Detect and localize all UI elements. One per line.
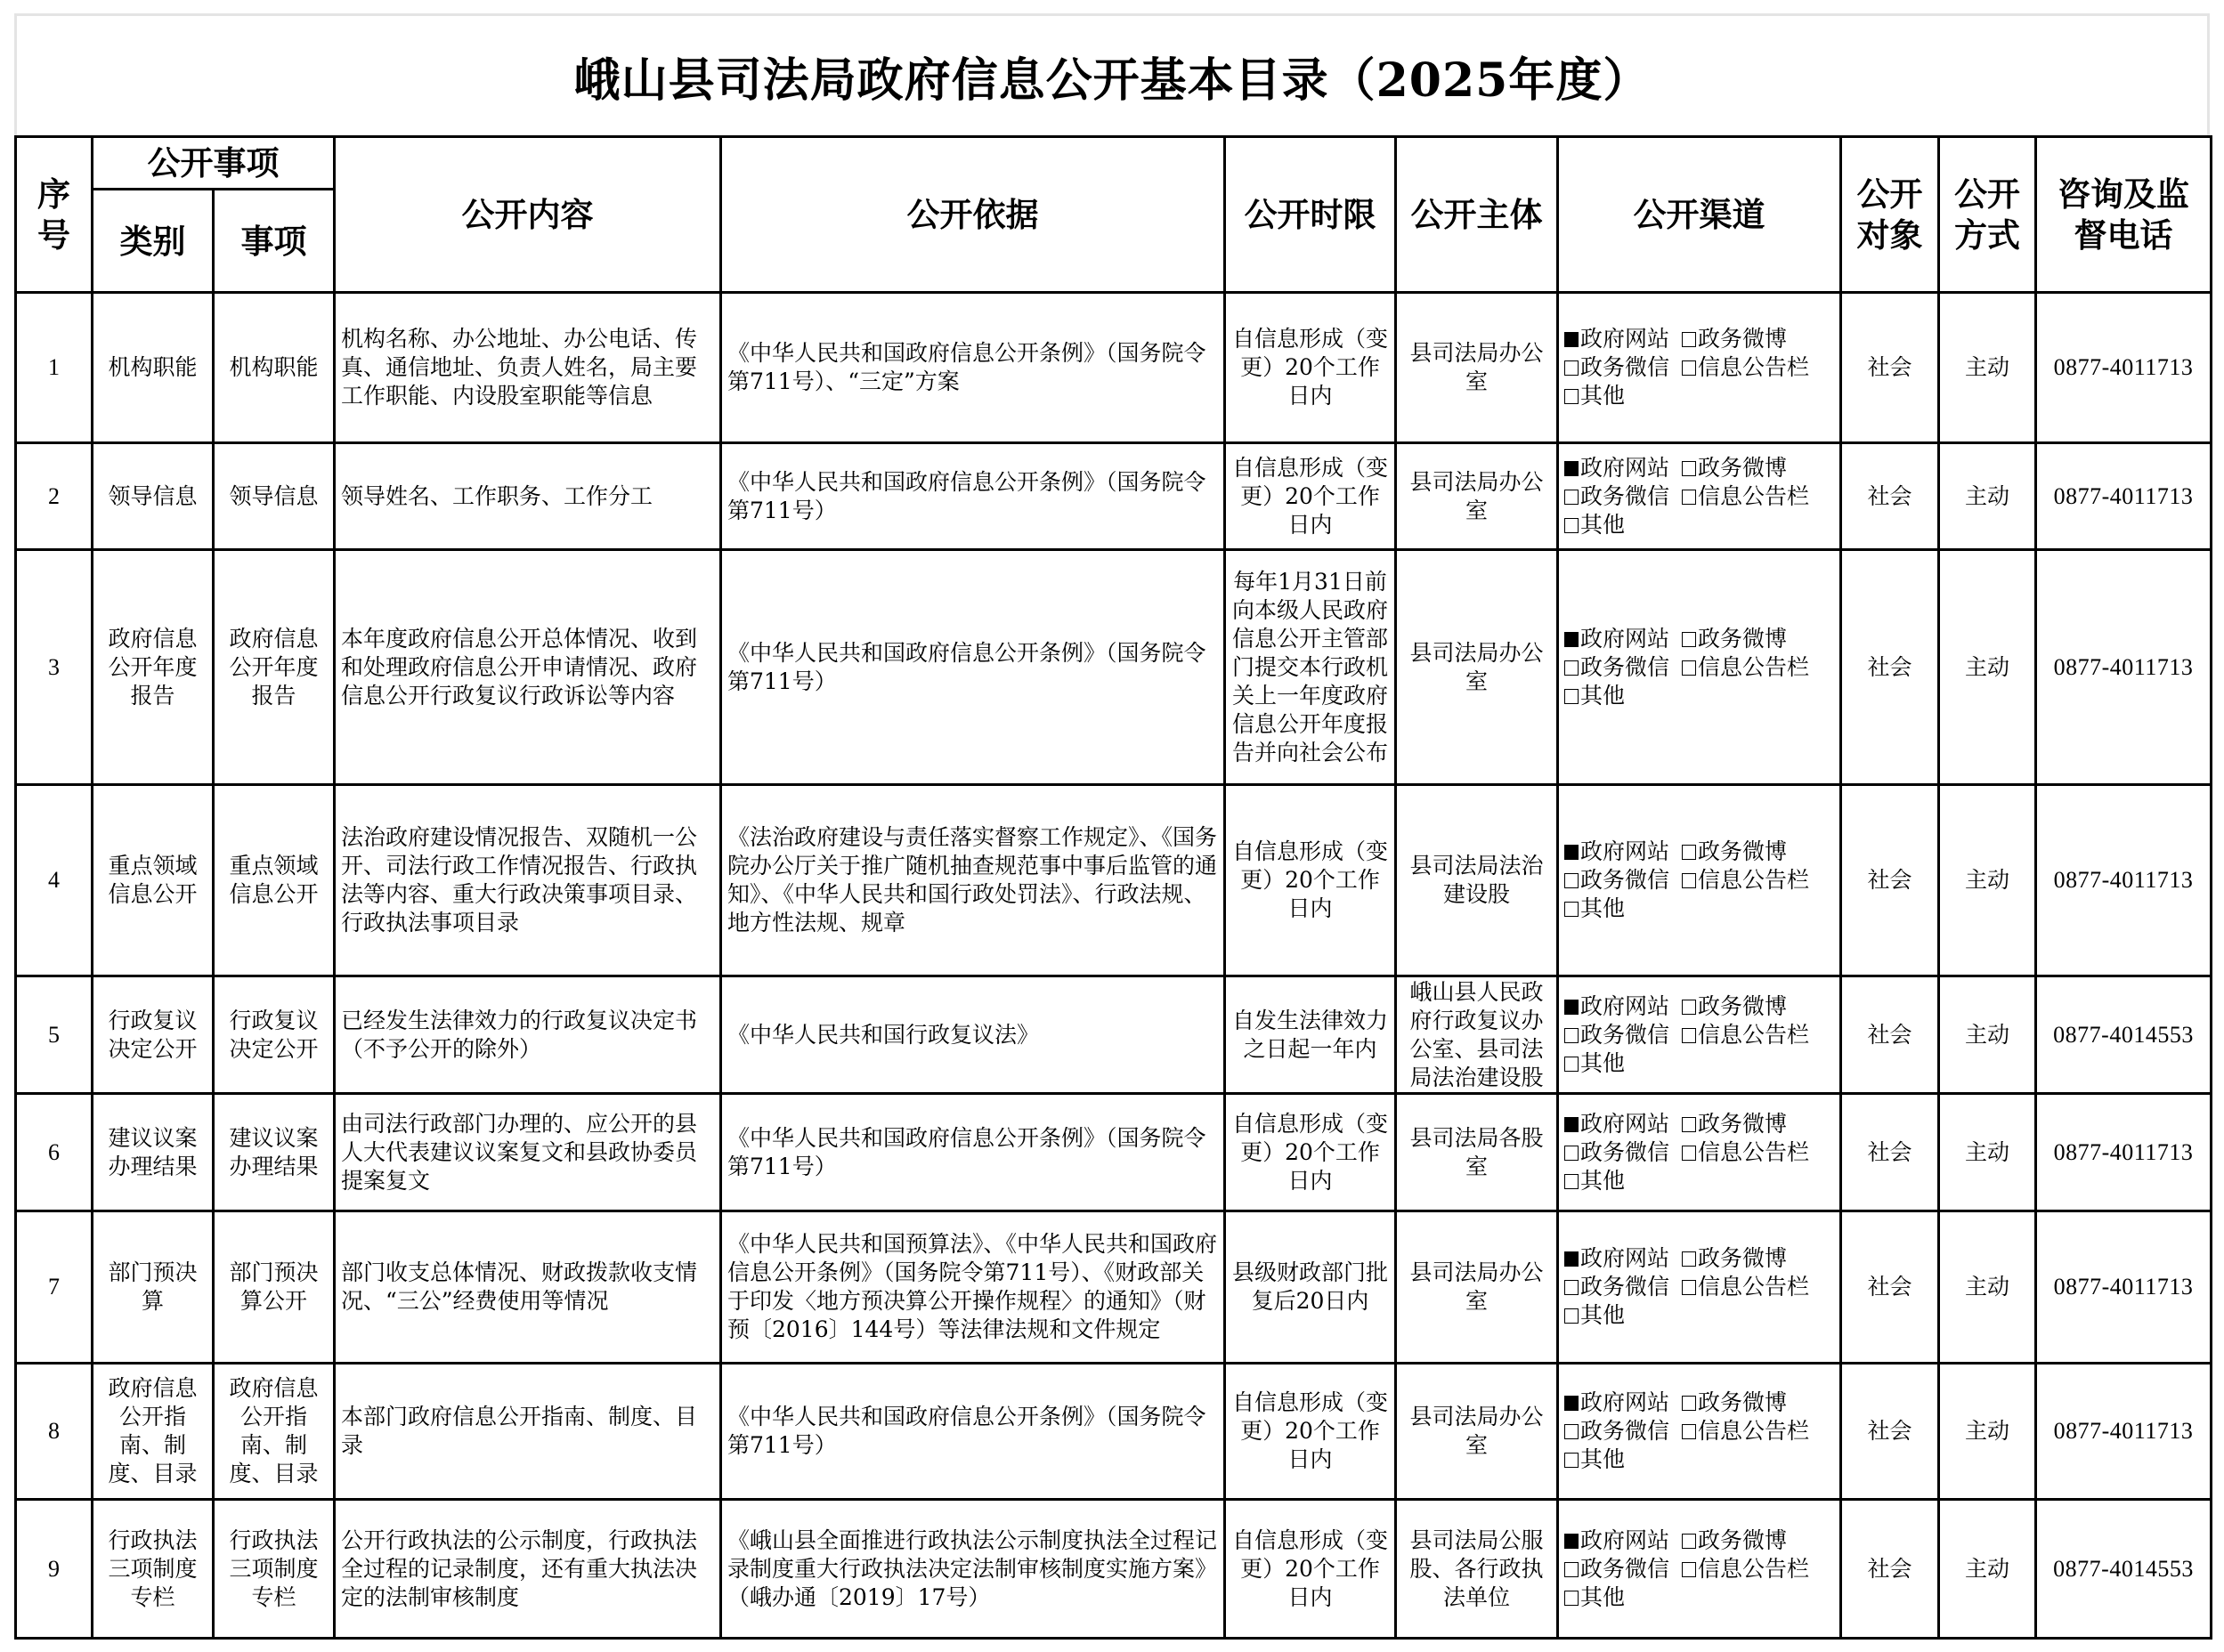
cell-basis: 《中华人民共和国政府信息公开条例》（国务院令第711号）、“三定”方案 [721, 293, 1225, 443]
checked-box-icon [1564, 1534, 1579, 1549]
cell-category: 机构职能 [93, 293, 214, 443]
channel-option-label: 政务微信 [1580, 482, 1670, 509]
channel-option-label: 政务微信 [1580, 354, 1670, 380]
cell-seq: 3 [16, 550, 93, 785]
channel-line [1564, 1049, 1834, 1078]
channel-option-label: 其他 [1580, 1446, 1626, 1472]
cell-item: 重点领域信息公开 [214, 785, 335, 976]
unchecked-box-icon [1564, 490, 1579, 505]
catalog-table [14, 135, 2212, 1640]
cell-audience: 社会 [1841, 1364, 1939, 1500]
table-row [16, 1211, 2212, 1364]
unchecked-box-icon [1564, 518, 1579, 533]
channel-option-label: 政府网站 [1580, 454, 1670, 481]
cell-phone: 0877-4014553 [2036, 976, 2212, 1094]
unchecked-box-icon [1682, 490, 1696, 505]
cell-item: 政府信息公开年度报告 [214, 550, 335, 785]
unchecked-box-icon [1682, 1000, 1696, 1015]
unchecked-box-icon [1564, 1146, 1579, 1161]
unchecked-box-icon [1682, 845, 1696, 860]
cell-phone: 0877-4011713 [2036, 550, 2212, 785]
cell-category: 建议议案办理结果 [93, 1094, 214, 1211]
cell-channel [1558, 1094, 1841, 1211]
cell-channel [1558, 293, 1841, 443]
channel-line [1564, 992, 1834, 1021]
header-item: 事项 [214, 190, 335, 293]
checked-box-icon [1564, 1396, 1579, 1411]
unchecked-box-icon [1564, 1028, 1579, 1043]
channel-option-label: 其他 [1580, 1167, 1626, 1194]
channel-option-label: 政府网站 [1580, 326, 1670, 352]
header-content: 公开内容 [335, 137, 721, 293]
header-phone: 咨询及监督电话 [2036, 137, 2212, 293]
channel-line [1564, 382, 1834, 410]
cell-seq: 7 [16, 1211, 93, 1364]
cell-channel [1558, 1364, 1841, 1500]
channel-option-label: 信息公告栏 [1698, 1418, 1810, 1444]
channel-option-label: 其他 [1580, 1583, 1626, 1610]
header-category: 类别 [93, 190, 214, 293]
channel-option-label: 政府网站 [1580, 625, 1670, 652]
channel-line [1564, 325, 1834, 353]
channel-option-label: 政务微博 [1698, 992, 1788, 1019]
cell-category: 部门预决算 [93, 1211, 214, 1364]
channel-option-label: 政务微信 [1580, 653, 1670, 680]
cell-time-limit: 自信息形成（变更）20个工作日内 [1225, 1094, 1396, 1211]
channel-option-label: 政务微博 [1698, 1245, 1788, 1271]
cell-category: 领导信息 [93, 443, 214, 550]
unchecked-box-icon [1682, 1534, 1696, 1549]
cell-content: 法治政府建设情况报告、双随机一公开、司法行政工作情况报告、行政执法等内容、重大行政决策事项目录、行政执法事项目录 [335, 785, 721, 976]
channel-option-label: 信息公告栏 [1698, 482, 1810, 509]
cell-method: 主动 [1939, 443, 2036, 550]
channel-option-label: 信息公告栏 [1698, 1021, 1810, 1048]
cell-phone: 0877-4011713 [2036, 785, 2212, 976]
header-subject: 公开主体 [1396, 137, 1558, 293]
unchecked-box-icon [1564, 660, 1579, 676]
channel-line [1564, 353, 1834, 382]
page-title: 峨山县司法局政府信息公开基本目录（2025年度） [573, 53, 1651, 108]
header-channel: 公开渠道 [1558, 137, 1841, 293]
cell-channel [1558, 550, 1841, 785]
header-matter-group: 公开事项 [93, 137, 335, 190]
channel-option-label: 信息公告栏 [1698, 1555, 1810, 1582]
channel-option-label: 政务微博 [1698, 625, 1788, 652]
cell-seq: 8 [16, 1364, 93, 1500]
unchecked-box-icon [1564, 873, 1579, 888]
channel-line [1564, 866, 1834, 895]
cell-basis: 《中华人民共和国政府信息公开条例》（国务院令第711号） [721, 443, 1225, 550]
channel-line [1564, 838, 1834, 866]
cell-phone: 0877-4011713 [2036, 443, 2212, 550]
checked-box-icon [1564, 1117, 1579, 1132]
cell-seq: 4 [16, 785, 93, 976]
channel-line [1564, 1273, 1834, 1301]
cell-subject: 县司法局公服股、各行政执法单位 [1396, 1500, 1558, 1639]
table-row [16, 785, 2212, 976]
table-row [16, 1094, 2212, 1211]
title-box [14, 13, 2210, 135]
unchecked-box-icon [1564, 389, 1579, 404]
channel-line [1564, 1417, 1834, 1446]
channel-line [1564, 1389, 1834, 1417]
unchecked-box-icon [1564, 1057, 1579, 1072]
cell-subject: 县司法局办公室 [1396, 1211, 1558, 1364]
cell-time-limit: 自信息形成（变更）20个工作日内 [1225, 1500, 1396, 1639]
header-time-limit: 公开时限 [1225, 137, 1396, 293]
cell-basis: 《峨山县全面推进行政执法公示制度执法全过程记录制度重大行政执法决定法制审核制度实施方案》（峨办通〔2019〕17号） [721, 1500, 1225, 1639]
unchecked-box-icon [1564, 689, 1579, 704]
channel-option-label: 政务微博 [1698, 1389, 1788, 1415]
channel-line [1564, 653, 1834, 682]
cell-category: 行政执法三项制度专栏 [93, 1500, 214, 1639]
unchecked-box-icon [1682, 1280, 1696, 1295]
channel-line [1564, 1301, 1834, 1330]
channel-option-label: 政务微信 [1580, 1555, 1670, 1582]
unchecked-box-icon [1682, 1424, 1696, 1439]
channel-line [1564, 625, 1834, 653]
cell-phone: 0877-4011713 [2036, 1094, 2212, 1211]
cell-audience: 社会 [1841, 976, 1939, 1094]
channel-option-label: 信息公告栏 [1698, 867, 1810, 893]
cell-audience: 社会 [1841, 550, 1939, 785]
header-audience: 公开对象 [1841, 137, 1939, 293]
cell-time-limit: 自发生法律效力之日起一年内 [1225, 976, 1396, 1094]
unchecked-box-icon [1564, 1280, 1579, 1295]
channel-option-label: 其他 [1580, 511, 1626, 538]
cell-basis: 《中华人民共和国行政复议法》 [721, 976, 1225, 1094]
channel-line [1564, 682, 1834, 710]
channel-option-label: 信息公告栏 [1698, 1274, 1810, 1300]
channel-line [1564, 1244, 1834, 1273]
channel-line [1564, 1110, 1834, 1138]
cell-time-limit: 自信息形成（变更）20个工作日内 [1225, 293, 1396, 443]
channel-option-label: 政府网站 [1580, 1526, 1670, 1553]
cell-basis: 《中华人民共和国政府信息公开条例》（国务院令第711号） [721, 1364, 1225, 1500]
cell-channel [1558, 1211, 1841, 1364]
cell-item: 行政执法三项制度专栏 [214, 1500, 335, 1639]
table-row [16, 1364, 2212, 1500]
cell-method: 主动 [1939, 1094, 2036, 1211]
header-method: 公开方式 [1939, 137, 2036, 293]
cell-seq: 9 [16, 1500, 93, 1639]
cell-content: 已经发生法律效力的行政复议决定书（不予公开的除外） [335, 976, 721, 1094]
cell-seq: 5 [16, 976, 93, 1094]
header-seq: 序号 [16, 137, 93, 293]
checked-box-icon [1564, 332, 1579, 347]
cell-method: 主动 [1939, 1364, 2036, 1500]
channel-line [1564, 1138, 1834, 1167]
channel-option-label: 政务微博 [1698, 1526, 1788, 1553]
checked-box-icon [1564, 845, 1579, 860]
cell-phone: 0877-4011713 [2036, 1211, 2212, 1364]
cell-method: 主动 [1939, 293, 2036, 443]
cell-seq: 2 [16, 443, 93, 550]
cell-item: 部门预决算公开 [214, 1211, 335, 1364]
channel-option-label: 政务微博 [1698, 1110, 1788, 1137]
cell-time-limit: 自信息形成（变更）20个工作日内 [1225, 785, 1396, 976]
checked-box-icon [1564, 1000, 1579, 1015]
channel-option-label: 政府网站 [1580, 1389, 1670, 1415]
cell-content: 机构名称、办公地址、办公电话、传真、通信地址、负责人姓名，局主要工作职能、内设股室职能等信息 [335, 293, 721, 443]
cell-audience: 社会 [1841, 443, 1939, 550]
channel-line [1564, 1555, 1834, 1583]
channel-option-label: 政府网站 [1580, 992, 1670, 1019]
channel-line [1564, 454, 1834, 482]
cell-item: 机构职能 [214, 293, 335, 443]
unchecked-box-icon [1682, 1562, 1696, 1577]
cell-audience: 社会 [1841, 1211, 1939, 1364]
channel-line [1564, 1167, 1834, 1195]
cell-basis: 《中华人民共和国政府信息公开条例》（国务院令第711号） [721, 550, 1225, 785]
unchecked-box-icon [1564, 902, 1579, 917]
cell-category: 行政复议决定公开 [93, 976, 214, 1094]
channel-line [1564, 511, 1834, 539]
cell-item: 政府信息公开指南、制度、目录 [214, 1364, 335, 1500]
cell-basis: 《中华人民共和国预算法》、《中华人民共和国政府信息公开条例》（国务院令第711号）、《财政部关于印发〈地方预决算公开操作规程〉的通知》（财预〔2016〕144号）等法律法规和文件规定 [721, 1211, 1225, 1364]
cell-subject: 峨山县人民政府行政复议办公室、县司法局法治建设股 [1396, 976, 1558, 1094]
unchecked-box-icon [1564, 1453, 1579, 1468]
channel-option-label: 其他 [1580, 682, 1626, 709]
unchecked-box-icon [1564, 1308, 1579, 1324]
channel-line [1564, 895, 1834, 923]
channel-option-label: 其他 [1580, 383, 1626, 409]
channel-option-label: 政务微信 [1580, 867, 1670, 893]
cell-method: 主动 [1939, 785, 2036, 976]
checked-box-icon [1564, 461, 1579, 476]
cell-content: 由司法行政部门办理的、应公开的县人大代表建议议案复文和县政协委员提案复文 [335, 1094, 721, 1211]
unchecked-box-icon [1682, 1251, 1696, 1267]
cell-time-limit: 自信息形成（变更）20个工作日内 [1225, 1364, 1396, 1500]
cell-audience: 社会 [1841, 1094, 1939, 1211]
cell-content: 本年度政府信息公开总体情况、收到和处理政府信息公开申请情况、政府信息公开行政复议行政诉讼等内容 [335, 550, 721, 785]
unchecked-box-icon [1564, 1174, 1579, 1189]
channel-option-label: 其他 [1580, 1049, 1626, 1076]
channel-option-label: 其他 [1580, 1302, 1626, 1328]
unchecked-box-icon [1682, 1028, 1696, 1043]
table-row [16, 443, 2212, 550]
header-basis: 公开依据 [721, 137, 1225, 293]
unchecked-box-icon [1682, 461, 1696, 476]
table-row [16, 976, 2212, 1094]
cell-audience: 社会 [1841, 1500, 1939, 1639]
channel-option-label: 政府网站 [1580, 838, 1670, 864]
cell-basis: 《中华人民共和国政府信息公开条例》（国务院令第711号） [721, 1094, 1225, 1211]
cell-method: 主动 [1939, 1500, 2036, 1639]
header-row-top [16, 137, 2212, 190]
cell-channel [1558, 785, 1841, 976]
cell-subject: 县司法局办公室 [1396, 550, 1558, 785]
channel-line [1564, 482, 1834, 511]
cell-subject: 县司法局法治建设股 [1396, 785, 1558, 976]
cell-item: 建议议案办理结果 [214, 1094, 335, 1211]
cell-phone: 0877-4014553 [2036, 1500, 2212, 1639]
channel-option-label: 政务微博 [1698, 454, 1788, 481]
cell-item: 领导信息 [214, 443, 335, 550]
channel-line [1564, 1526, 1834, 1555]
channel-line [1564, 1446, 1834, 1474]
cell-audience: 社会 [1841, 293, 1939, 443]
unchecked-box-icon [1564, 1424, 1579, 1439]
unchecked-box-icon [1682, 1396, 1696, 1411]
channel-option-label: 政务微信 [1580, 1274, 1670, 1300]
table-row [16, 1500, 2212, 1639]
cell-subject: 县司法局各股室 [1396, 1094, 1558, 1211]
unchecked-box-icon [1682, 660, 1696, 676]
cell-channel [1558, 976, 1841, 1094]
cell-method: 主动 [1939, 1211, 2036, 1364]
cell-content: 领导姓名、工作职务、工作分工 [335, 443, 721, 550]
unchecked-box-icon [1564, 1591, 1579, 1606]
cell-subject: 县司法局办公室 [1396, 1364, 1558, 1500]
table-row [16, 550, 2212, 785]
cell-phone: 0877-4011713 [2036, 1364, 2212, 1500]
checked-box-icon [1564, 1251, 1579, 1267]
unchecked-box-icon [1682, 873, 1696, 888]
unchecked-box-icon [1682, 1146, 1696, 1161]
cell-audience: 社会 [1841, 785, 1939, 976]
channel-option-label: 信息公告栏 [1698, 354, 1810, 380]
channel-option-label: 政务微博 [1698, 838, 1788, 864]
channel-option-label: 政府网站 [1580, 1110, 1670, 1137]
channel-option-label: 政府网站 [1580, 1245, 1670, 1271]
cell-content: 本部门政府信息公开指南、制度、目录 [335, 1364, 721, 1500]
cell-time-limit: 每年1月31日前向本级人民政府信息公开主管部门提交本行政机关上一年度政府信息公开年度报告并向社会公布 [1225, 550, 1396, 785]
table-body [16, 293, 2212, 1639]
checked-box-icon [1564, 632, 1579, 647]
cell-content: 部门收支总体情况、财政拨款收支情况、“三公”经费使用等情况 [335, 1211, 721, 1364]
cell-subject: 县司法局办公室 [1396, 443, 1558, 550]
channel-line [1564, 1583, 1834, 1612]
channel-option-label: 政务微信 [1580, 1418, 1670, 1444]
cell-basis: 《法治政府建设与责任落实督察工作规定》、《国务院办公厅关于推广随机抽查规范事中事后监管的通知》、《中华人民共和国行政处罚法》、行政法规、地方性法规、规章 [721, 785, 1225, 976]
cell-seq: 1 [16, 293, 93, 443]
cell-method: 主动 [1939, 976, 2036, 1094]
cell-channel [1558, 1500, 1841, 1639]
table-row [16, 293, 2212, 443]
unchecked-box-icon [1682, 332, 1696, 347]
cell-category: 政府信息公开年度报告 [93, 550, 214, 785]
channel-option-label: 信息公告栏 [1698, 1138, 1810, 1165]
unchecked-box-icon [1682, 360, 1696, 376]
unchecked-box-icon [1564, 1562, 1579, 1577]
cell-content: 公开行政执法的公示制度，行政执法全过程的记录制度，还有重大执法决定的法制审核制度 [335, 1500, 721, 1639]
cell-time-limit: 县级财政部门批复后20日内 [1225, 1211, 1396, 1364]
cell-category: 政府信息公开指南、制度、目录 [93, 1364, 214, 1500]
cell-channel [1558, 443, 1841, 550]
channel-line [1564, 1021, 1834, 1049]
unchecked-box-icon [1682, 1117, 1696, 1132]
unchecked-box-icon [1564, 360, 1579, 376]
channel-option-label: 其他 [1580, 895, 1626, 921]
channel-option-label: 政务微博 [1698, 326, 1788, 352]
cell-phone: 0877-4011713 [2036, 293, 2212, 443]
cell-subject: 县司法局办公室 [1396, 293, 1558, 443]
cell-item: 行政复议决定公开 [214, 976, 335, 1094]
channel-option-label: 政务微信 [1580, 1021, 1670, 1048]
cell-category: 重点领域信息公开 [93, 785, 214, 976]
channel-option-label: 政务微信 [1580, 1138, 1670, 1165]
cell-seq: 6 [16, 1094, 93, 1211]
unchecked-box-icon [1682, 632, 1696, 647]
channel-option-label: 信息公告栏 [1698, 653, 1810, 680]
cell-time-limit: 自信息形成（变更）20个工作日内 [1225, 443, 1396, 550]
cell-method: 主动 [1939, 550, 2036, 785]
